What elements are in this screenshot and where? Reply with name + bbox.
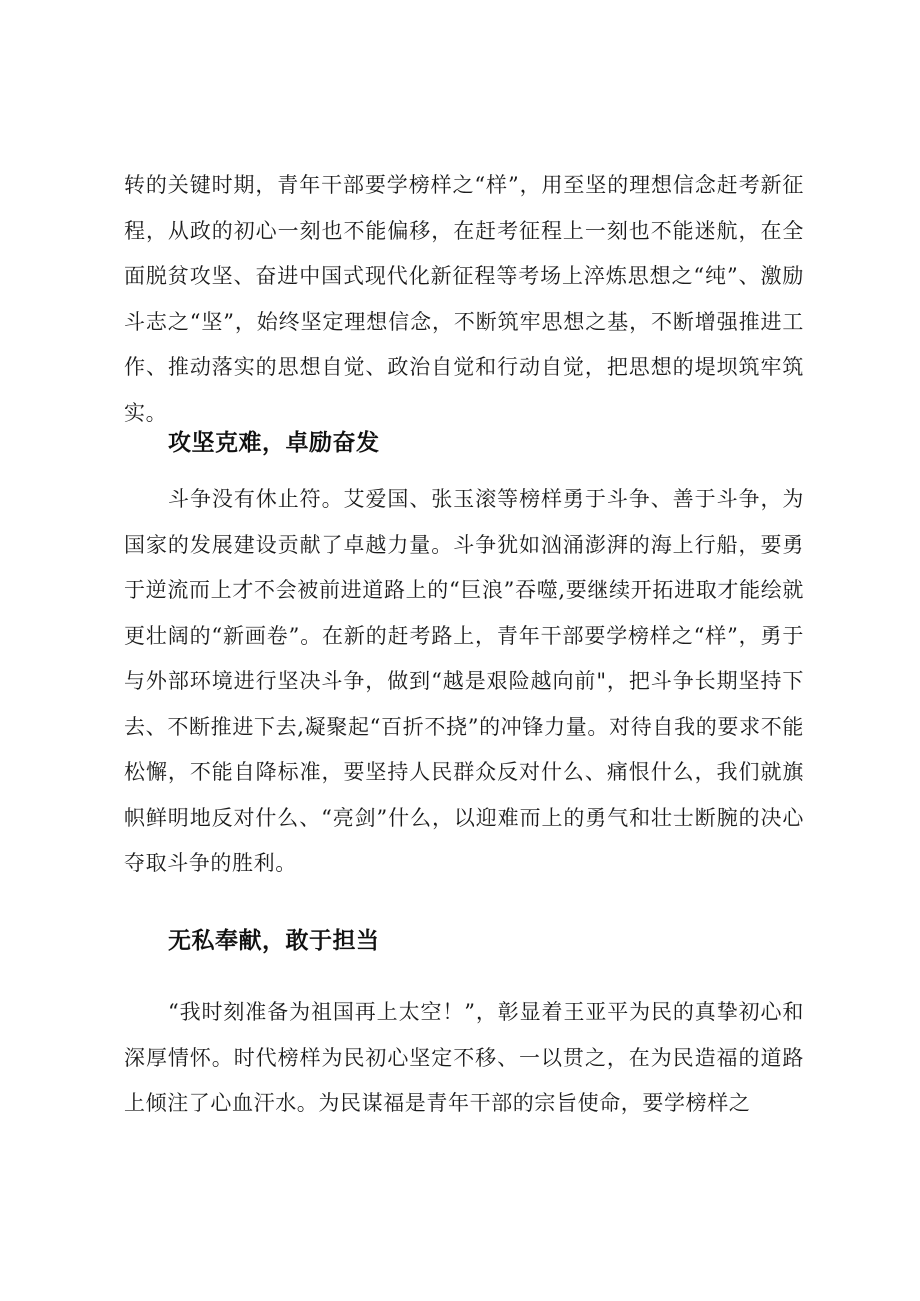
paragraph-dedication: “我时刻准备为祖国再上太空！”，彰显着王亚平为民的真挚初心和深厚情怀。时代榜样为民初心坚定不移、一以贯之，在为民造福的道路上倾注了心血汗水。为民谋福是青年干部的宗旨使命，要学榜样之 [124,1000,804,1115]
section-heading-struggle: 攻坚克难，卓励奋发 [168,430,380,456]
paragraph-ideals: 转的关键时期，青年干部要学榜样之“样”，用至坚的理想信念赶考新征程，从政的初心一刻也不能偏移，在赶考征程上一刻也不能迷航，在全面脱贫攻坚、奋进中国式现代化新征程等考场上淬炼思想之“纯”、激励斗志之“坚”，始终坚定理想信念，不断筑牢思想之基，不断增强推进工作、推动落实的思想自觉、政治自觉和行动自觉，把思想的堤坝筑牢筑实。 [124,173,804,425]
section-heading-dedication: 无私奉献，敢于担当 [168,928,380,954]
paragraph-struggle: 斗争没有休止符。艾爱国、张玉滚等榜样勇于斗争、善于斗争，为国家的发展建设贡献了卓越力量。斗争犹如汹涌澎湃的海上行船，要勇于逆流而上才不会被前进道路上的“巨浪”吞噬,要继续开拓进取才能绘就更壮阔的“新画卷”。在新的赶考路上，青年干部要学榜样之“样”，勇于与外部环境进行坚决斗争，做到“越是艰险越向前"，把斗争长期坚持下去、不断推进下去,凝聚起“百折不挠”的冲锋力量。对待自我的要求不能松懈，不能自降标准，要坚持人民群众反对什么、痛恨什么，我们就旗帜鲜明地反对什么、“亮剑”什么，以迎难而上的勇气和壮士断腕的决心夺取斗争的胜利。 [124,487,804,875]
